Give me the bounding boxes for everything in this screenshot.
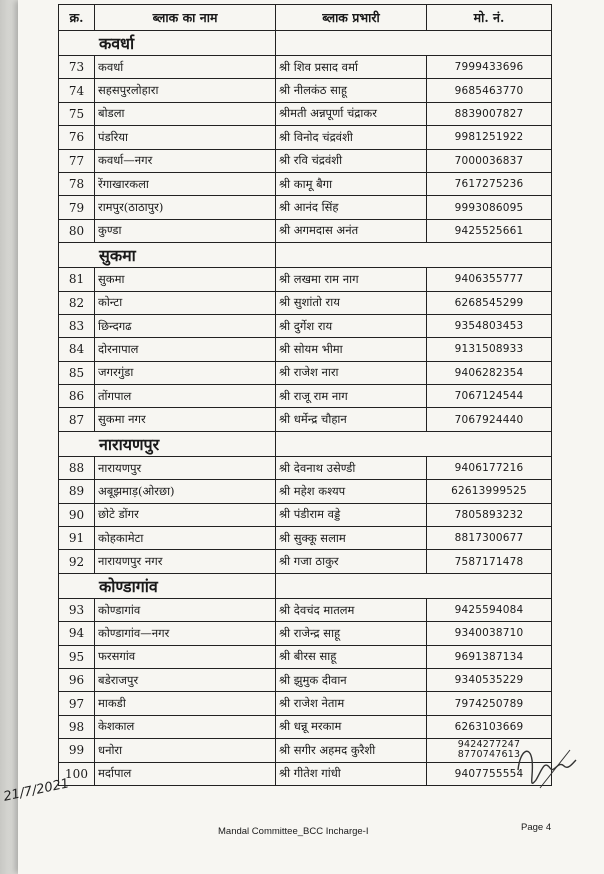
incharge-cell: श्री आनंद सिंह: [276, 196, 427, 219]
mobile-secondary: 8770747613: [457, 749, 521, 761]
table-row: [59, 715, 552, 738]
incharge-cell: श्री राजू राम नाग: [276, 385, 427, 408]
mobile-cell: 7067124544: [427, 385, 552, 408]
block-name-cell: फरसगांव: [95, 645, 276, 668]
section-header-blank: [276, 431, 552, 456]
block-name-cell: रामपुर(ठाठापुर): [95, 196, 276, 219]
table-row: [59, 598, 552, 621]
table-row: [59, 408, 552, 431]
block-name-cell: कोण्डागांव—नगर: [95, 622, 276, 645]
serial-cell: 91: [59, 527, 95, 550]
mobile-cell: 7067924440: [427, 408, 552, 431]
serial-cell: 93: [59, 598, 95, 621]
serial-cell: 88: [59, 456, 95, 479]
block-name-cell: नारायणपुर: [95, 456, 276, 479]
section-header-row: [59, 243, 552, 268]
incharge-cell: श्री लखमा राम नाग: [276, 268, 427, 291]
block-name-cell: छिन्दगढ: [95, 314, 276, 337]
block-name-cell: बोडला: [95, 102, 276, 125]
incharge-cell: श्री सगीर अहमद कुरैशी: [276, 739, 427, 762]
incharge-cell: श्री रवि चंद्रवंशी: [276, 149, 427, 172]
serial-cell: 90: [59, 503, 95, 526]
block-name-cell: नारायणपुर नगर: [95, 550, 276, 573]
block-name-cell: कुण्डा: [95, 219, 276, 242]
serial-cell: 85: [59, 361, 95, 384]
serial-cell: 73: [59, 56, 95, 79]
mobile-cell: 7587171478: [427, 550, 552, 573]
header-mobile: मो. नं.: [427, 5, 552, 31]
block-name-cell: कोण्डागांव: [95, 598, 276, 621]
serial-cell: 97: [59, 692, 95, 715]
block-name-cell: अबूझमाड़(ओरछा): [95, 480, 276, 503]
serial-cell: 80: [59, 219, 95, 242]
section-header-row: [59, 431, 552, 456]
mobile-cell: 6268545299: [427, 291, 552, 314]
incharge-cell: श्री अगमदास अनंत: [276, 219, 427, 242]
section-title: कवर्धा: [59, 31, 276, 56]
serial-cell: 95: [59, 645, 95, 668]
block-name-cell: माकडी: [95, 692, 276, 715]
block-name-cell: केशकाल: [95, 715, 276, 738]
table-row: [59, 56, 552, 79]
incharge-cell: श्री पंडीराम वड्डे: [276, 503, 427, 526]
incharge-cell: श्री नीलकंठ साहू: [276, 79, 427, 102]
mobile-cell: 9340535229: [427, 668, 552, 691]
mobile-cell: 7999433696: [427, 56, 552, 79]
block-name-cell: मर्दापाल: [95, 762, 276, 785]
mobile-cell: 7617275236: [427, 172, 552, 195]
serial-cell: 77: [59, 149, 95, 172]
block-name-cell: पंडरिया: [95, 126, 276, 149]
serial-cell: 76: [59, 126, 95, 149]
table-row: [59, 268, 552, 291]
table-row: [59, 668, 552, 691]
serial-cell: 84: [59, 338, 95, 361]
table-row: [59, 338, 552, 361]
serial-cell: 79: [59, 196, 95, 219]
incharge-cell: श्री राजेश नारा: [276, 361, 427, 384]
serial-cell: 89: [59, 480, 95, 503]
table-row: [59, 480, 552, 503]
table-row: [59, 219, 552, 242]
block-name-cell: रेंगाखारकला: [95, 172, 276, 195]
incharge-cell: श्री कामू बैगा: [276, 172, 427, 195]
incharge-cell: श्री धन्नू मरकाम: [276, 715, 427, 738]
mobile-cell: 9685463770: [427, 79, 552, 102]
incharge-cell: श्री गजा ठाकुर: [276, 550, 427, 573]
serial-cell: 100: [59, 762, 95, 785]
section-header-blank: [276, 31, 552, 56]
serial-cell: 98: [59, 715, 95, 738]
incharge-cell: श्री दुर्गेश राय: [276, 314, 427, 337]
mobile-cell: 9425594084: [427, 598, 552, 621]
incharge-cell: श्रीमती अन्नपूर्णा चंद्राकर: [276, 102, 427, 125]
block-name-cell: सुकमा: [95, 268, 276, 291]
section-title: कोण्डागांव: [59, 573, 276, 598]
table-row: [59, 102, 552, 125]
serial-cell: 87: [59, 408, 95, 431]
block-name-cell: धनोरा: [95, 739, 276, 762]
mobile-cell: 62613999525: [427, 480, 552, 503]
incharge-cell: श्री राजेन्द्र साहू: [276, 622, 427, 645]
table-row: [59, 550, 552, 573]
incharge-cell: श्री बीरस साहू: [276, 645, 427, 668]
table-row: [59, 456, 552, 479]
block-name-cell: सुकमा नगर: [95, 408, 276, 431]
header-incharge: ब्लाक प्रभारी: [276, 5, 427, 31]
table-row: [59, 385, 552, 408]
section-header-blank: [276, 243, 552, 268]
table-row: [59, 527, 552, 550]
block-name-cell: तोंगपाल: [95, 385, 276, 408]
header-serial: क्र.: [59, 5, 95, 31]
table-row: [59, 79, 552, 102]
block-name-cell: कोन्टा: [95, 291, 276, 314]
mobile-cell: 9407755554: [427, 762, 552, 785]
section-header-row: [59, 31, 552, 56]
table-row: [59, 291, 552, 314]
block-name-cell: जगरगुंडा: [95, 361, 276, 384]
mobile-cell: 8817300677: [427, 527, 552, 550]
serial-cell: 81: [59, 268, 95, 291]
mobile-cell: 7000036837: [427, 149, 552, 172]
serial-cell: 78: [59, 172, 95, 195]
mobile-cell: 9981251922: [427, 126, 552, 149]
table-header-row: [59, 5, 552, 31]
serial-cell: 83: [59, 314, 95, 337]
scan-edge: [0, 0, 18, 874]
mobile-cell: 9406355777: [427, 268, 552, 291]
mobile-cell: 9406177216: [427, 456, 552, 479]
serial-cell: 75: [59, 102, 95, 125]
serial-cell: 82: [59, 291, 95, 314]
footer-text: Mandal Committee_BCC Incharge-I: [218, 826, 369, 837]
incharge-cell: श्री महेश कश्यप: [276, 480, 427, 503]
incharge-cell: श्री सुशांतो राय: [276, 291, 427, 314]
block-name-cell: सहसपुरलोहारा: [95, 79, 276, 102]
table-row: [59, 503, 552, 526]
serial-cell: 94: [59, 622, 95, 645]
mobile-cell: 9425525661: [427, 219, 552, 242]
section-header-row: [59, 573, 552, 598]
signature-icon: [510, 730, 580, 800]
section-header-blank: [276, 573, 552, 598]
table-row: [59, 622, 552, 645]
table-row: [59, 149, 552, 172]
incharge-cell: श्री धर्मेन्द्र चौहान: [276, 408, 427, 431]
incharge-cell: श्री झुमुक दीवान: [276, 668, 427, 691]
serial-cell: 74: [59, 79, 95, 102]
mobile-primary: 9424277247: [457, 739, 521, 751]
table-row: [59, 692, 552, 715]
table-row: [59, 314, 552, 337]
block-name-cell: बडेराजपुर: [95, 668, 276, 691]
table-row: [59, 172, 552, 195]
page-number: Page 4: [521, 822, 552, 833]
handwritten-date: 21/7/2021: [2, 776, 71, 805]
section-title: नारायणपुर: [59, 431, 276, 456]
block-incharge-table: [58, 4, 552, 786]
block-name-cell: कवर्धा—नगर: [95, 149, 276, 172]
block-name-cell: कोहकामेटा: [95, 527, 276, 550]
table-row: [59, 126, 552, 149]
incharge-cell: श्री सुक्कू सलाम: [276, 527, 427, 550]
table-row: [59, 196, 552, 219]
mobile-cell: 9406282354: [427, 361, 552, 384]
mobile-cell: 7805893232: [427, 503, 552, 526]
serial-cell: 92: [59, 550, 95, 573]
block-name-cell: छोटे डोंगर: [95, 503, 276, 526]
incharge-cell: श्री शिव प्रसाद वर्मा: [276, 56, 427, 79]
incharge-cell: श्री विनोद चंद्रवंशी: [276, 126, 427, 149]
mobile-cell: 9340038710: [427, 622, 552, 645]
mobile-cell: 9131508933: [427, 338, 552, 361]
incharge-cell: श्री गीतेश गांधी: [276, 762, 427, 785]
header-block-name: ब्लाक का नाम: [95, 5, 276, 31]
mobile-cell: 9691387134: [427, 645, 552, 668]
mobile-cell: 8839007827: [427, 102, 552, 125]
table-row: [59, 762, 552, 785]
block-name-cell: दोरनापाल: [95, 338, 276, 361]
incharge-cell: श्री देवनाथ उसेण्डी: [276, 456, 427, 479]
incharge-cell: श्री देवचंद मातलम: [276, 598, 427, 621]
incharge-cell: श्री राजेश नेताम: [276, 692, 427, 715]
mobile-cell: 9993086095: [427, 196, 552, 219]
table-row: [59, 361, 552, 384]
serial-cell: 86: [59, 385, 95, 408]
incharge-cell: श्री सोयम भीमा: [276, 338, 427, 361]
table-row: [59, 645, 552, 668]
mobile-cell: 6263103669: [427, 715, 552, 738]
serial-cell: 99: [59, 739, 95, 762]
mobile-cell: 7974250789: [427, 692, 552, 715]
table-row: [59, 739, 552, 762]
mobile-cell: 9354803453: [427, 314, 552, 337]
block-name-cell: कवर्धा: [95, 56, 276, 79]
serial-cell: 96: [59, 668, 95, 691]
section-title: सुकमा: [59, 243, 276, 268]
